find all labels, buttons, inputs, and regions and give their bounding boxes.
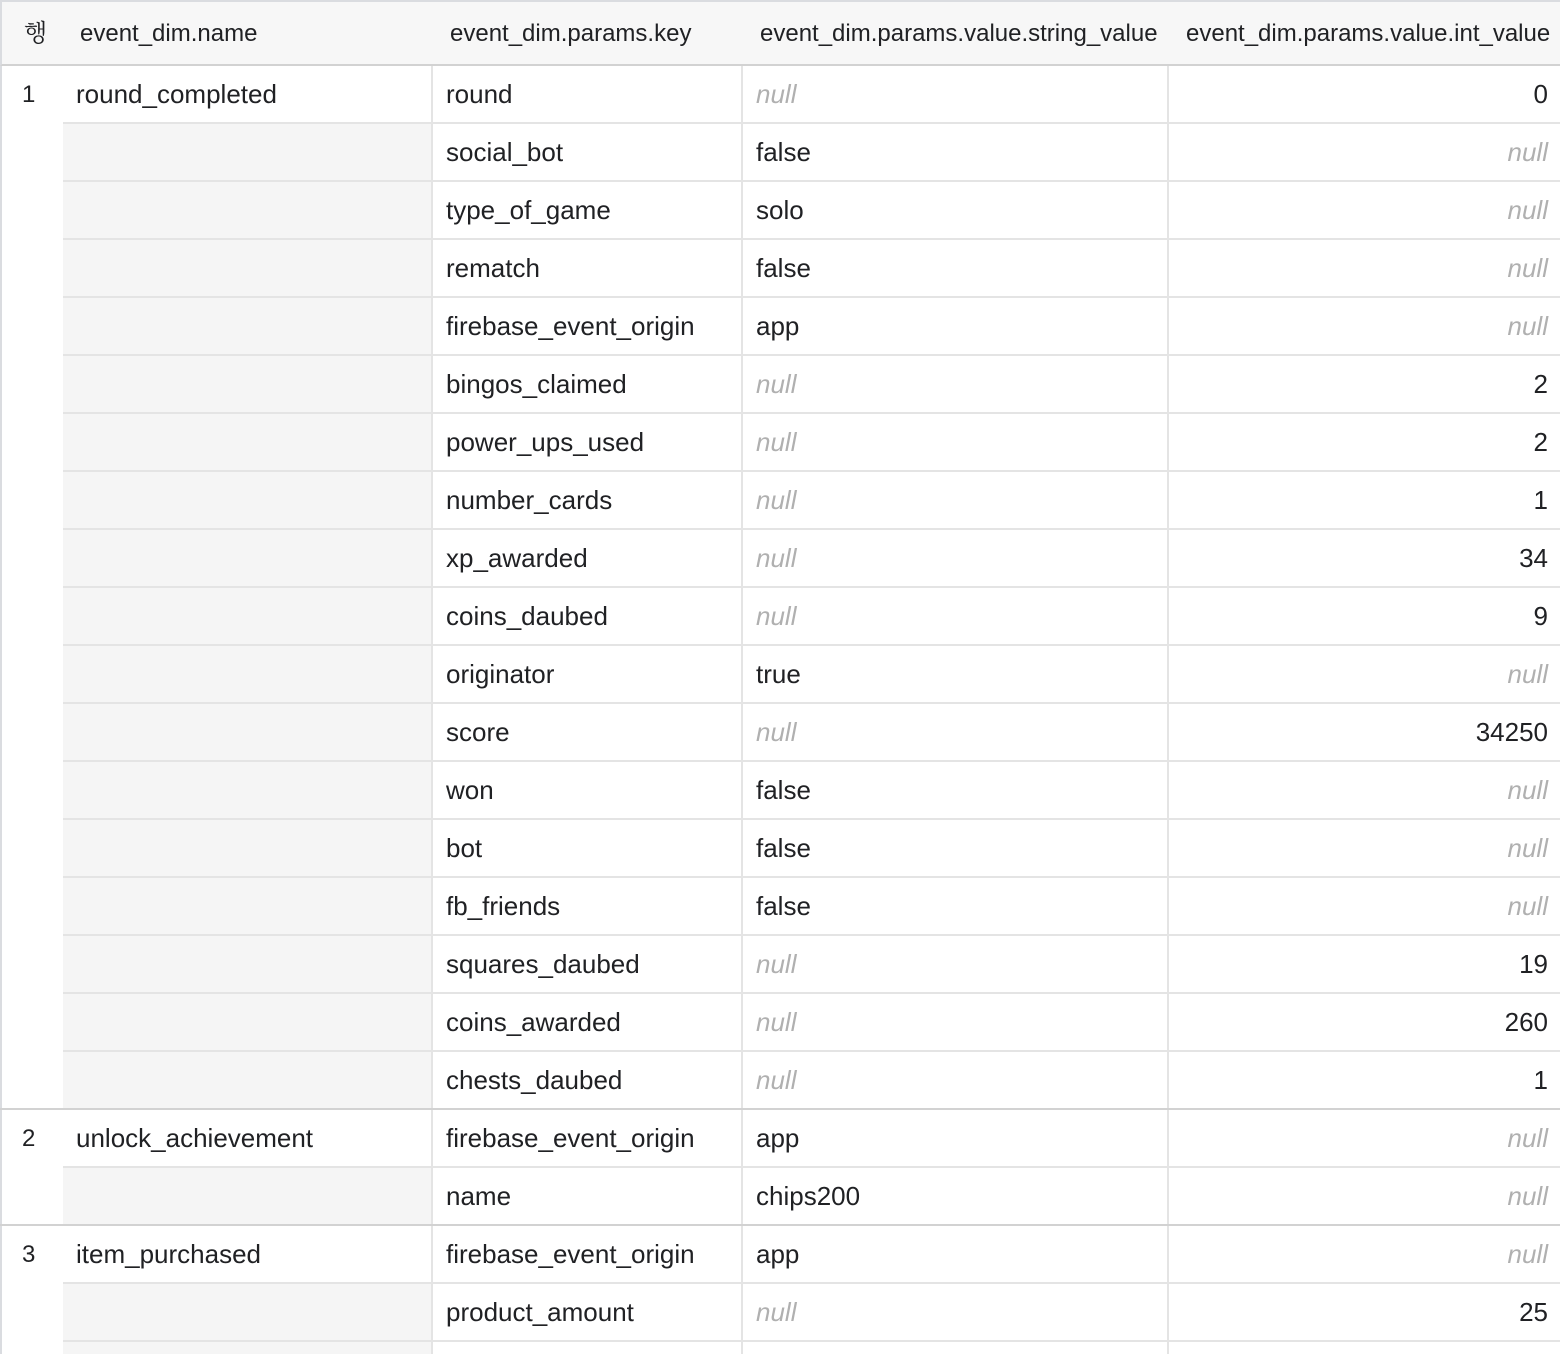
cell-event-name[interactable]	[63, 1342, 433, 1354]
cell-param-key[interactable]	[433, 1342, 743, 1354]
cell-param-key[interactable]: power_ups_used	[433, 414, 743, 472]
cell-param-key[interactable]: squares_daubed	[433, 936, 743, 994]
cell-string-value[interactable]: app	[743, 298, 1169, 356]
null-value: null	[756, 543, 797, 573]
header-params-key[interactable]: event_dim.params.key	[450, 20, 692, 47]
cell-event-name[interactable]	[63, 994, 433, 1052]
cell-event-name[interactable]	[63, 1052, 433, 1110]
cell-event-name[interactable]: item_purchased	[63, 1226, 433, 1284]
param-row	[63, 820, 1560, 878]
header-row-number: 행	[24, 20, 48, 47]
cell-string-value[interactable]: false	[743, 820, 1169, 878]
cell-event-name[interactable]	[63, 762, 433, 820]
cell-int-value[interactable]	[1169, 298, 1560, 356]
param-row	[63, 1226, 1560, 1284]
cell-param-key[interactable]: round	[433, 66, 743, 124]
cell-param-key[interactable]: originator	[433, 646, 743, 704]
cell-int-value[interactable]: 19	[1169, 936, 1560, 994]
cell-param-key[interactable]: number_cards	[433, 472, 743, 530]
cell-param-key[interactable]: firebase_event_origin	[433, 1226, 743, 1284]
cell-event-name[interactable]	[63, 878, 433, 936]
cell-int-value[interactable]	[1169, 1168, 1560, 1226]
cell-event-name[interactable]	[63, 124, 433, 182]
null-value: null	[756, 485, 797, 515]
cell-string-value[interactable]: chips200	[743, 1168, 1169, 1226]
cell-int-value[interactable]: 25	[1169, 1284, 1560, 1342]
cell-int-value[interactable]: 34	[1169, 530, 1560, 588]
null-value: null	[1507, 195, 1548, 225]
param-row	[63, 878, 1560, 936]
null-value: null	[1507, 659, 1548, 689]
cell-param-key[interactable]: firebase_event_origin	[433, 298, 743, 356]
cell-param-key[interactable]: fb_friends	[433, 878, 743, 936]
cell-int-value[interactable]	[1169, 878, 1560, 936]
param-row	[63, 704, 1560, 762]
cell-string-value[interactable]	[743, 530, 1169, 588]
cell-int-value[interactable]	[1169, 762, 1560, 820]
header-event-name[interactable]: event_dim.name	[80, 20, 258, 47]
cell-param-key[interactable]: name	[433, 1168, 743, 1226]
param-row	[63, 1168, 1560, 1226]
param-row	[63, 762, 1560, 820]
param-row	[63, 240, 1560, 298]
param-row	[63, 182, 1560, 240]
cell-string-value[interactable]	[743, 704, 1169, 762]
param-row	[63, 936, 1560, 994]
table-row[interactable]	[0, 1110, 1560, 1226]
null-value: null	[756, 1007, 797, 1037]
null-value: null	[1507, 1239, 1548, 1269]
cell-string-value[interactable]: false	[743, 878, 1169, 936]
cell-string-value[interactable]	[743, 66, 1169, 124]
cell-string-value[interactable]	[743, 472, 1169, 530]
cell-string-value[interactable]	[743, 1284, 1169, 1342]
null-value: null	[756, 427, 797, 457]
param-row	[63, 1052, 1560, 1110]
row-number: 1	[0, 66, 63, 1110]
param-row	[63, 298, 1560, 356]
cell-int-value[interactable]	[1169, 124, 1560, 182]
cell-param-key[interactable]: product_amount	[433, 1284, 743, 1342]
cell-string-value[interactable]	[743, 356, 1169, 414]
cell-int-value[interactable]: 2	[1169, 356, 1560, 414]
param-row	[63, 1110, 1560, 1168]
param-row	[63, 124, 1560, 182]
cell-int-value[interactable]	[1169, 1110, 1560, 1168]
param-row	[63, 1342, 1560, 1354]
table-row[interactable]	[0, 1226, 1560, 1354]
cell-event-name[interactable]	[63, 1168, 433, 1226]
param-row	[63, 414, 1560, 472]
null-value: null	[756, 1297, 797, 1327]
cell-event-name[interactable]	[63, 356, 433, 414]
cell-param-key[interactable]: type_of_game	[433, 182, 743, 240]
cell-int-value[interactable]	[1169, 182, 1560, 240]
null-value: null	[756, 79, 797, 109]
cell-string-value[interactable]: false	[743, 240, 1169, 298]
cell-int-value[interactable]: 2	[1169, 414, 1560, 472]
cell-event-name[interactable]	[63, 588, 433, 646]
null-value: null	[1507, 1123, 1548, 1153]
cell-param-key[interactable]: bingos_claimed	[433, 356, 743, 414]
null-value: null	[1507, 1181, 1548, 1211]
cell-param-key[interactable]: social_bot	[433, 124, 743, 182]
cell-string-value[interactable]: false	[743, 124, 1169, 182]
row-number: 2	[0, 1110, 63, 1226]
cell-int-value[interactable]: 1	[1169, 472, 1560, 530]
cell-string-value[interactable]: false	[743, 762, 1169, 820]
header-string-value[interactable]: event_dim.params.value.string_value	[760, 20, 1158, 47]
cell-string-value[interactable]	[743, 936, 1169, 994]
row-number: 3	[0, 1226, 63, 1354]
cell-string-value[interactable]: solo	[743, 182, 1169, 240]
cell-param-key[interactable]: score	[433, 704, 743, 762]
cell-event-name[interactable]	[63, 298, 433, 356]
cell-event-name[interactable]	[63, 1284, 433, 1342]
param-row	[63, 356, 1560, 414]
cell-string-value[interactable]	[743, 1342, 1169, 1354]
cell-param-key[interactable]: coins_daubed	[433, 588, 743, 646]
cell-int-value[interactable]	[1169, 646, 1560, 704]
cell-string-value[interactable]	[743, 588, 1169, 646]
null-value: null	[756, 601, 797, 631]
cell-string-value[interactable]	[743, 1052, 1169, 1110]
cell-int-value[interactable]: 9	[1169, 588, 1560, 646]
cell-event-name[interactable]	[63, 530, 433, 588]
cell-string-value[interactable]: app	[743, 1110, 1169, 1168]
param-row	[63, 530, 1560, 588]
cell-int-value[interactable]	[1169, 1342, 1560, 1354]
param-row	[63, 646, 1560, 704]
cell-event-name[interactable]	[63, 414, 433, 472]
cell-event-name[interactable]	[63, 182, 433, 240]
param-row	[63, 472, 1560, 530]
null-value: null	[756, 369, 797, 399]
null-value: null	[756, 949, 797, 979]
param-row	[63, 66, 1560, 124]
cell-string-value[interactable]	[743, 414, 1169, 472]
cell-string-value[interactable]: true	[743, 646, 1169, 704]
cell-int-value[interactable]: 1	[1169, 1052, 1560, 1110]
cell-event-name[interactable]	[63, 936, 433, 994]
cell-int-value[interactable]	[1169, 1226, 1560, 1284]
cell-string-value[interactable]	[743, 994, 1169, 1052]
cell-event-name[interactable]: unlock_achievement	[63, 1110, 433, 1168]
cell-event-name[interactable]	[63, 240, 433, 298]
cell-event-name[interactable]	[63, 820, 433, 878]
cell-param-key[interactable]: bot	[433, 820, 743, 878]
cell-event-name[interactable]	[63, 646, 433, 704]
cell-param-key[interactable]: firebase_event_origin	[433, 1110, 743, 1168]
cell-int-value[interactable]: 34250	[1169, 704, 1560, 762]
param-row	[63, 994, 1560, 1052]
cell-int-value[interactable]	[1169, 820, 1560, 878]
param-row	[63, 1284, 1560, 1342]
param-row	[63, 588, 1560, 646]
cell-param-key[interactable]: xp_awarded	[433, 530, 743, 588]
cell-param-key[interactable]: chests_daubed	[433, 1052, 743, 1110]
table-header	[0, 0, 1560, 66]
null-value: null	[1507, 775, 1548, 805]
cell-int-value[interactable]	[1169, 240, 1560, 298]
cell-param-key[interactable]: won	[433, 762, 743, 820]
null-value: null	[1507, 311, 1548, 341]
table-row[interactable]	[0, 66, 1560, 1110]
null-value: null	[1507, 891, 1548, 921]
cell-event-name[interactable]	[63, 472, 433, 530]
cell-string-value[interactable]: app	[743, 1226, 1169, 1284]
cell-event-name[interactable]: round_completed	[63, 66, 433, 124]
cell-param-key[interactable]: rematch	[433, 240, 743, 298]
cell-int-value[interactable]: 260	[1169, 994, 1560, 1052]
header-int-value[interactable]: event_dim.params.value.int_value	[1186, 20, 1551, 47]
cell-param-key[interactable]: coins_awarded	[433, 994, 743, 1052]
null-value: null	[1507, 137, 1548, 167]
null-value: null	[1507, 253, 1548, 283]
null-value: null	[756, 1065, 797, 1095]
null-value: null	[1507, 833, 1548, 863]
null-value: null	[756, 717, 797, 747]
cell-int-value[interactable]: 0	[1169, 66, 1560, 124]
cell-event-name[interactable]	[63, 704, 433, 762]
